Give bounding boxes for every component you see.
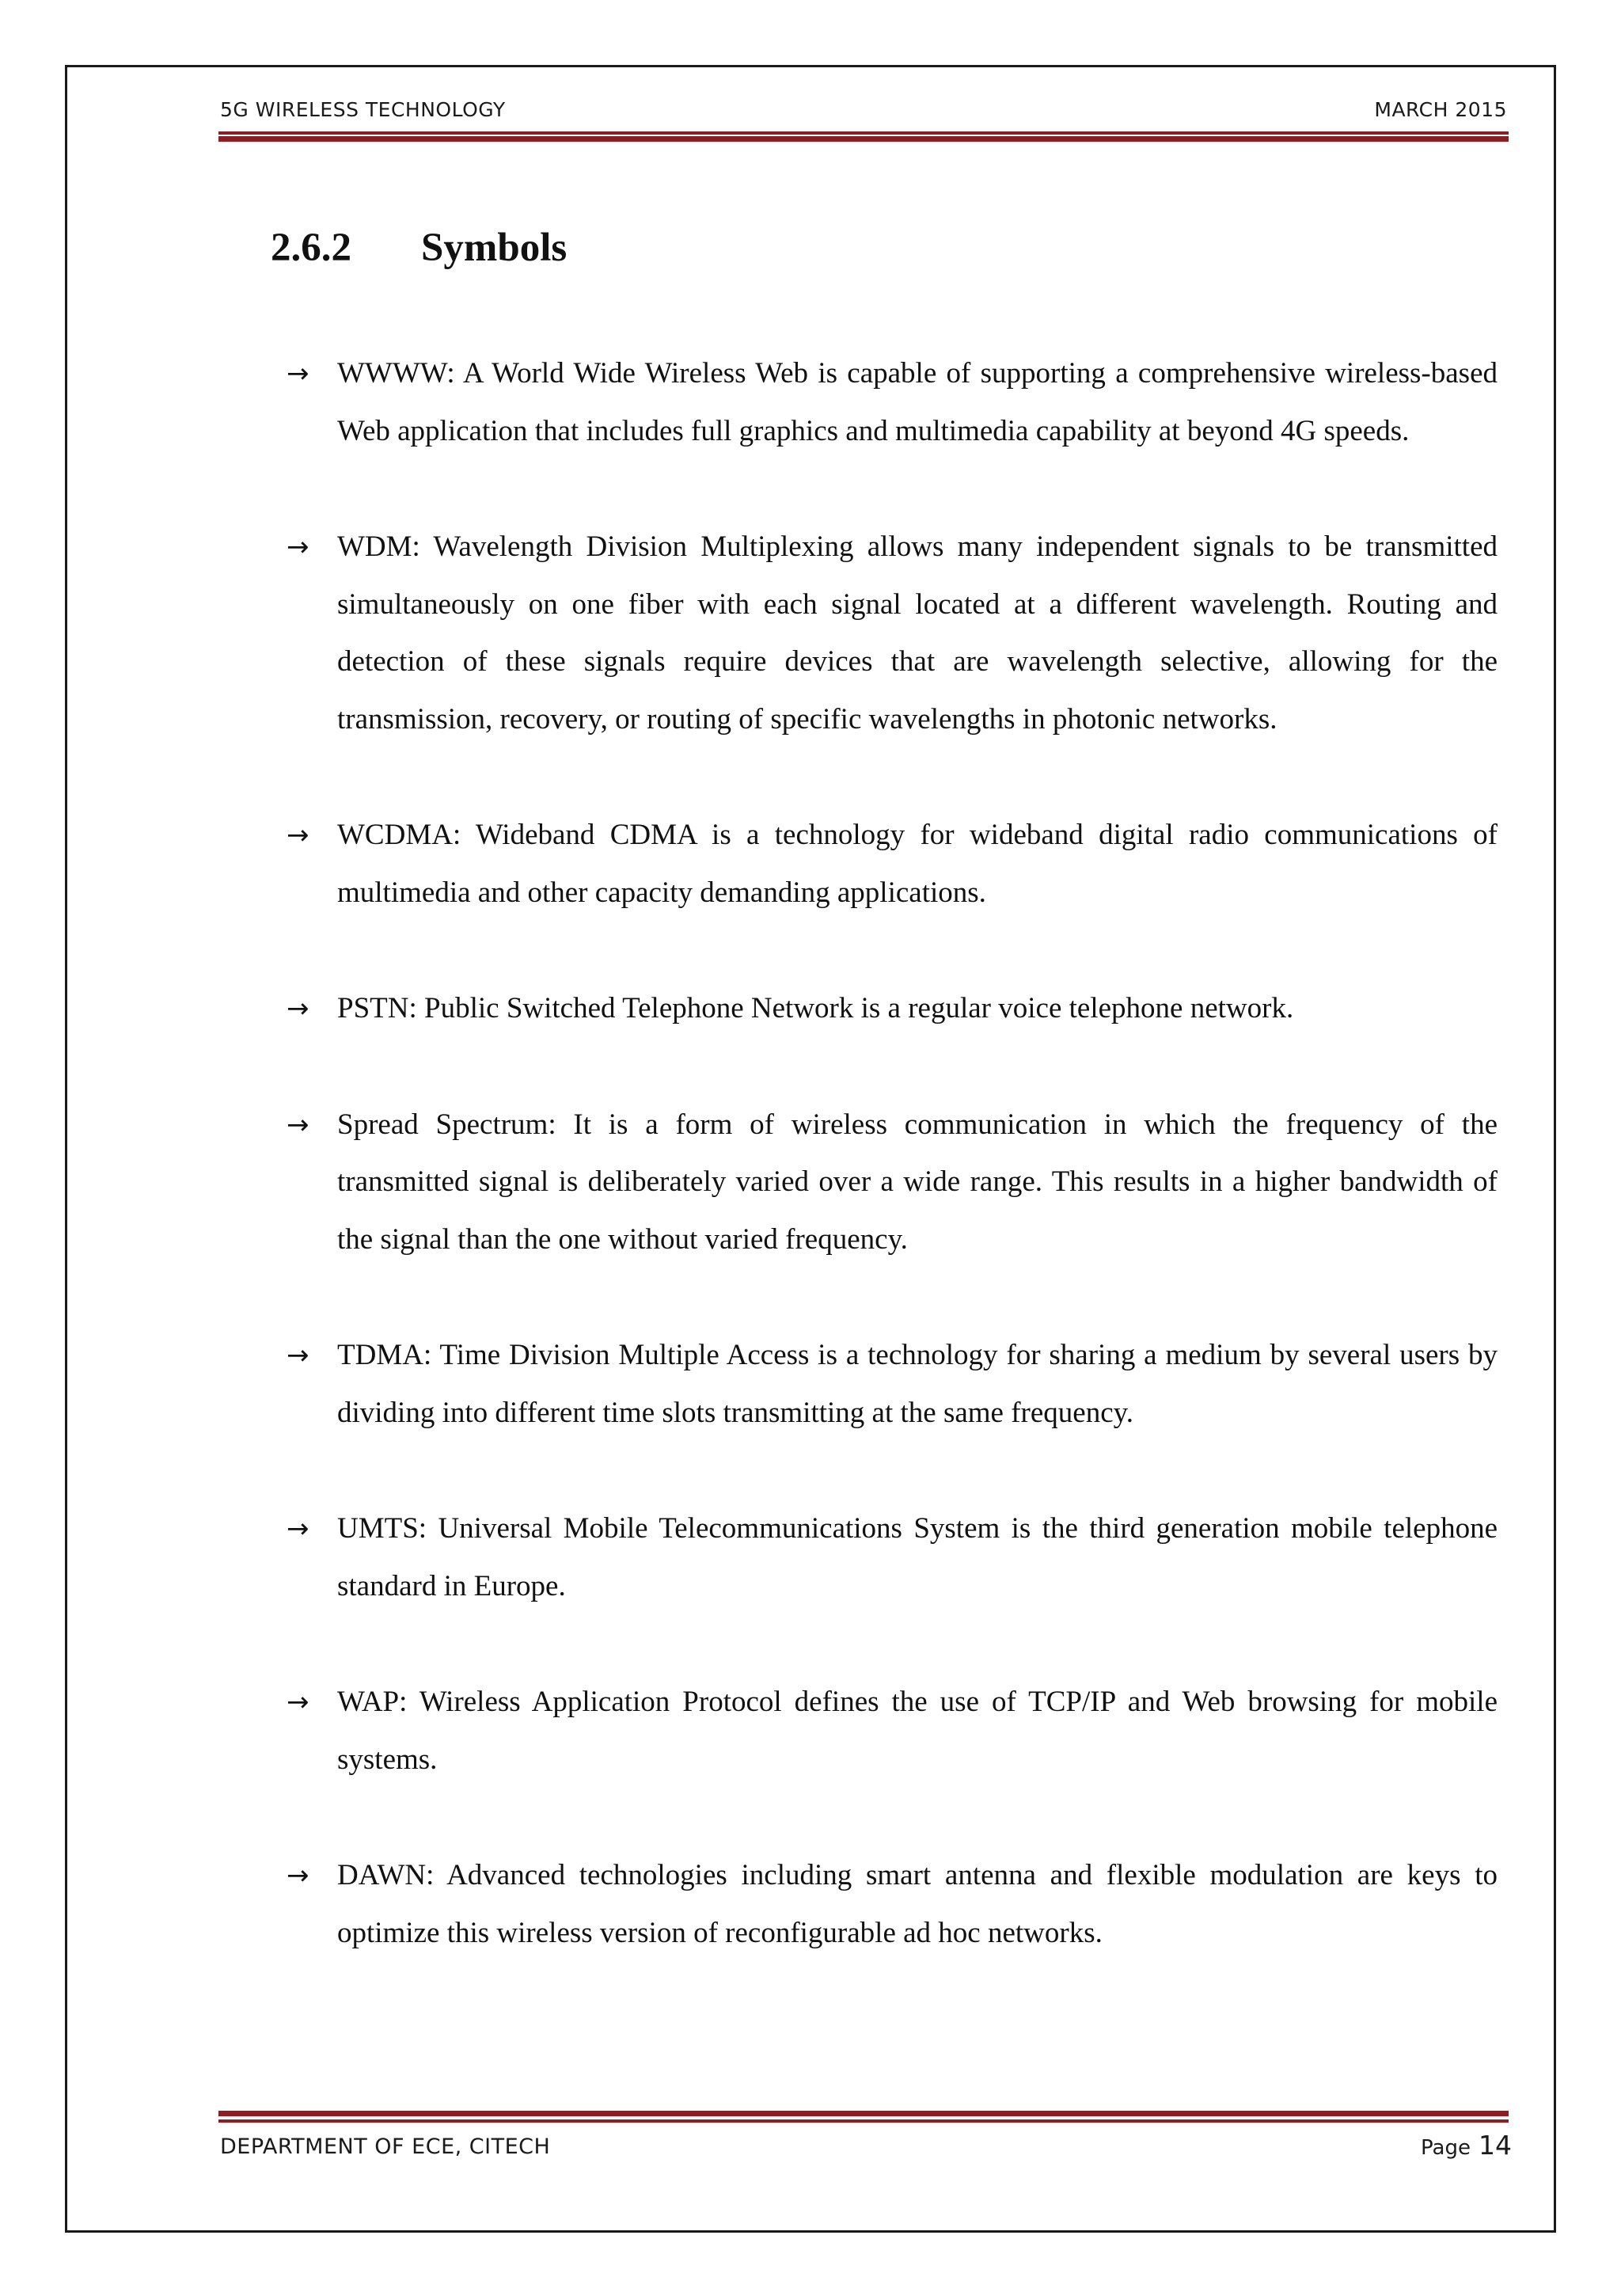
section-heading	[271, 225, 567, 271]
running-header-title: 5G WIRELESS TECHNOLOGY	[220, 98, 506, 121]
list-item	[287, 1847, 1498, 1962]
right-arrow-icon: →	[287, 1108, 309, 1141]
list-item-text: UMTS: Universal Mobile Telecommunications System is the third generation mobile telephone standard in Europe.	[337, 1512, 1498, 1602]
page-number: 14	[1479, 2130, 1512, 2161]
right-arrow-icon: →	[287, 1860, 309, 1891]
running-header-date: MARCH 2015	[1374, 98, 1507, 121]
list-item-text: WAP: Wireless Application Protocol defines the use of TCP/IP and Web browsing for mobile systems.	[337, 1686, 1498, 1776]
list-item-text: TDMA: Time Division Multiple Access is a technology for sharing a medium by several users by dividing into different time slots transmitting at the same frequency.	[337, 1339, 1498, 1429]
list-item	[287, 345, 1498, 460]
header-rule-thin	[218, 131, 1509, 135]
list-item-text: DAWN: Advanced technologies including smart antenna and flexible modulation are keys to optimize this wireless version of reconfigurable ad hoc networks.	[337, 1859, 1498, 1949]
footer-rule-thin	[218, 2119, 1509, 2123]
list-item-text: PSTN: Public Switched Telephone Network is a regular voice telephone network.	[337, 992, 1294, 1024]
right-arrow-icon: →	[287, 1513, 309, 1545]
list-item-text: WDM: Wavelength Division Multiplexing allows many independent signals to be transmitted simultaneously on one fiber with each signal located at a different wavelength. Routing and detection of these signals require devices that are wavelength selective, allowing for the transmission, recovery, or routing of specific wavelengths in photonic networks.	[337, 530, 1498, 736]
list-item	[287, 519, 1498, 748]
section-title: Symbols	[421, 226, 568, 270]
list-item	[287, 1327, 1498, 1442]
list-item-text: WCDMA: Wideband CDMA is a technology for wideband digital radio communications of multimedia and other capacity demanding applications.	[337, 819, 1498, 909]
header-rule-thick	[218, 136, 1509, 142]
list-item	[287, 1097, 1498, 1269]
list-item	[287, 1500, 1498, 1615]
section-number: 2.6.2	[271, 226, 351, 270]
page-indicator	[1421, 2130, 1512, 2161]
footer-rule-thick	[218, 2111, 1509, 2116]
right-arrow-icon: →	[287, 819, 309, 851]
right-arrow-icon: →	[287, 358, 309, 390]
list-item	[287, 1674, 1498, 1789]
list-item	[287, 980, 1498, 1038]
list-item	[287, 807, 1498, 922]
list-item-text: Spread Spectrum: It is a form of wireless communication in which the frequency of the transmitted signal is deliberately varied over a wide range. This results in a higher bandwidth of the signal than the one without varied frequency.	[337, 1108, 1498, 1256]
right-arrow-icon: →	[287, 1340, 309, 1371]
right-arrow-icon: →	[287, 993, 309, 1024]
page-label: Page	[1421, 2136, 1471, 2160]
list-item-text: WWWW: A World Wide Wireless Web is capable of supporting a comprehensive wireless-based Web application that includes full graphics and multimedia capability at beyond 4G speeds.	[337, 357, 1498, 447]
symbols-list	[287, 345, 1498, 2020]
footer-department: DEPARTMENT OF ECE, CITECH	[220, 2134, 551, 2159]
right-arrow-icon: →	[287, 531, 309, 563]
right-arrow-icon: →	[287, 1686, 309, 1718]
